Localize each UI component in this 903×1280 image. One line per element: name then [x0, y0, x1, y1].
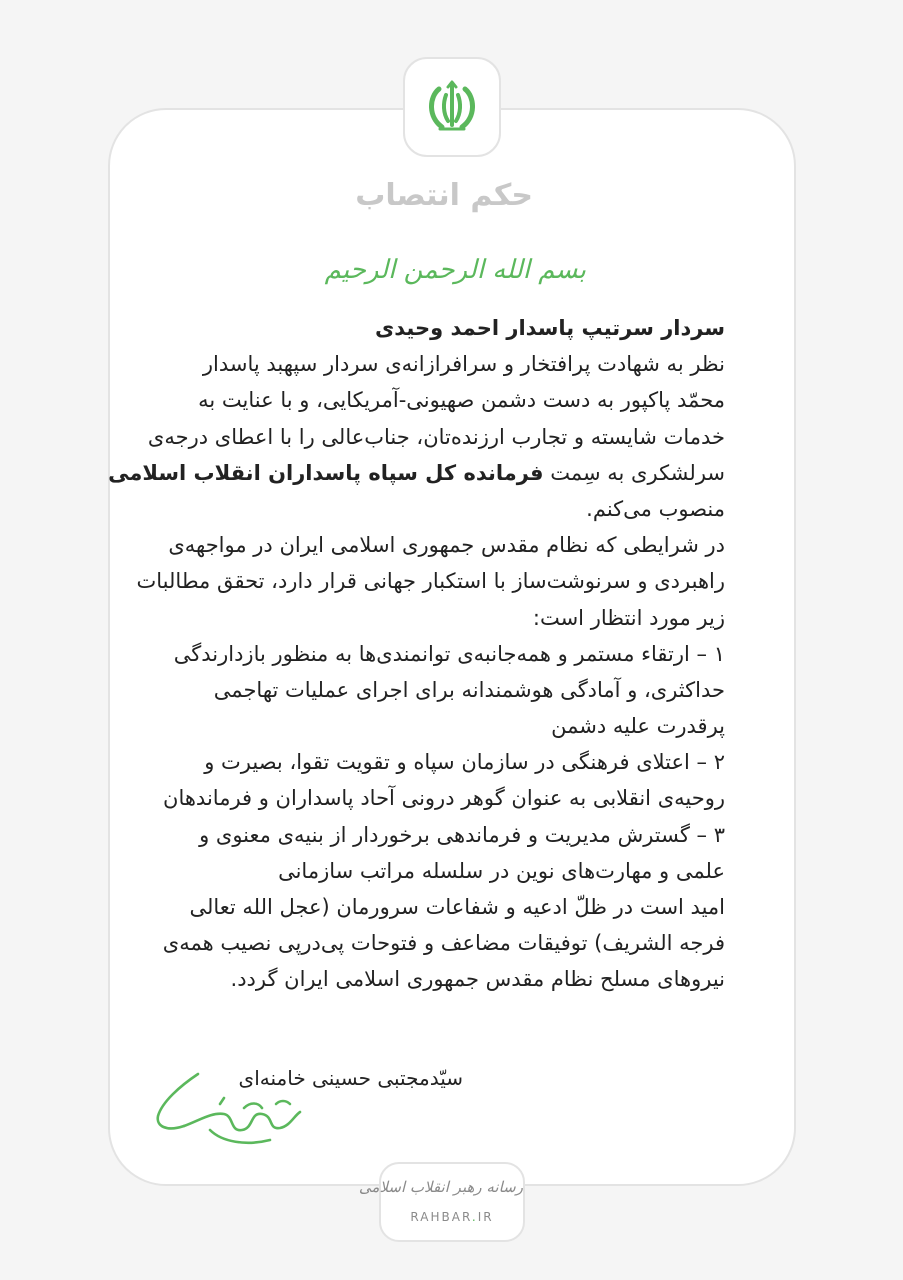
body-line-18: نیروهای مسلح نظام مقدس جمهوری اسلامی ایران گردد.: [230, 967, 725, 992]
body-line-11: پرقدرت علیه دشمن: [551, 714, 725, 739]
body-line-5: منصوب می‌کنم.: [586, 496, 725, 521]
decree-body: [108, 310, 725, 998]
signer-name: سیّدمجتبی حسینی خامنه‌ای: [238, 1066, 463, 1090]
appointment-line: [108, 455, 725, 491]
body-line-16: امید است در ظلّ ادعیه و شفاعات سرورمان (عجل الله تعالی: [189, 895, 725, 919]
body-line-2: محمّد پاکپور به دست دشمن صهیونی-آمریکایی، و با عنایت به: [198, 388, 725, 413]
body-line-7: راهبردی و سرنوشت‌ساز با استکبار جهانی قرار دارد، تحقق مطالبات: [136, 569, 725, 594]
iran-emblem-icon: [422, 79, 482, 135]
site-main: RAHBAR: [410, 1210, 472, 1224]
rahbar-website: [381, 1210, 523, 1224]
emblem-badge: [403, 57, 501, 157]
body-line-6: در شرایطی که نظام مقدس جمهوری اسلامی ایران در مواجهه‌ی: [168, 533, 725, 558]
body-line-17: فرجه الشریف) توفیقات مضاعف و فتوحات پی‌درپی نصیب همه‌ی: [162, 931, 725, 956]
body-line-8: زیر مورد انتظار است:: [532, 605, 725, 630]
body-line-12: ۲ – اعتلای فرهنگی در سازمان سپاه و تقویت تقوا، بصیرت و: [204, 750, 725, 775]
addressee-line: سردار سرتیپ پاسدار احمد وحیدی: [375, 316, 725, 340]
body-line-9: ۱ – ارتقاء مستمر و همه‌جانبه‌ی توانمندی‌ها به منظور بازدارندگی: [173, 641, 725, 666]
site-tld: IR: [477, 1210, 494, 1224]
rahbar-footer-badge: [358, 1162, 525, 1242]
body-line-10: حداکثری، و آمادگی هوشمندانه برای اجرای عملیات تهاجمی: [213, 677, 725, 702]
body-line-14: ۳ – گسترش مدیریت و فرماندهی برخوردار از بنیه‌ی معنوی و: [199, 822, 725, 847]
body-line-1: نظر به شهادت پرافتخار و سرافرازانه‌ی سردار سپهبد پاسدار: [202, 352, 725, 377]
body-line-15: علمی و مهارت‌های نوین در سلسله مراتب سازمانی: [278, 858, 725, 883]
appointment-line-start: سرلشکری به سِمت: [550, 460, 725, 485]
body-line-3: خدمات شایسته و تجارب ارزنده‌تان، جناب‌عالی را با اعطای درجه‌ی: [147, 424, 725, 449]
appointment-position: فرمانده کل سپاه پاسداران انقلاب اسلامی: [108, 460, 544, 485]
document-title: حکم انتصاب: [355, 178, 533, 213]
basmala-calligraphy: بسم الله الرحمن الرحیم: [324, 255, 586, 285]
body-line-13: روحیه‌ی انقلابی به عنوان گوهر درونی آحاد پاسداران و فرماندهان: [163, 786, 725, 811]
rahbar-logo: رسانه رهبر انقلاب اسلامی: [358, 1178, 523, 1196]
site-dot: .: [471, 1210, 478, 1224]
signature-icon: [150, 1068, 310, 1158]
